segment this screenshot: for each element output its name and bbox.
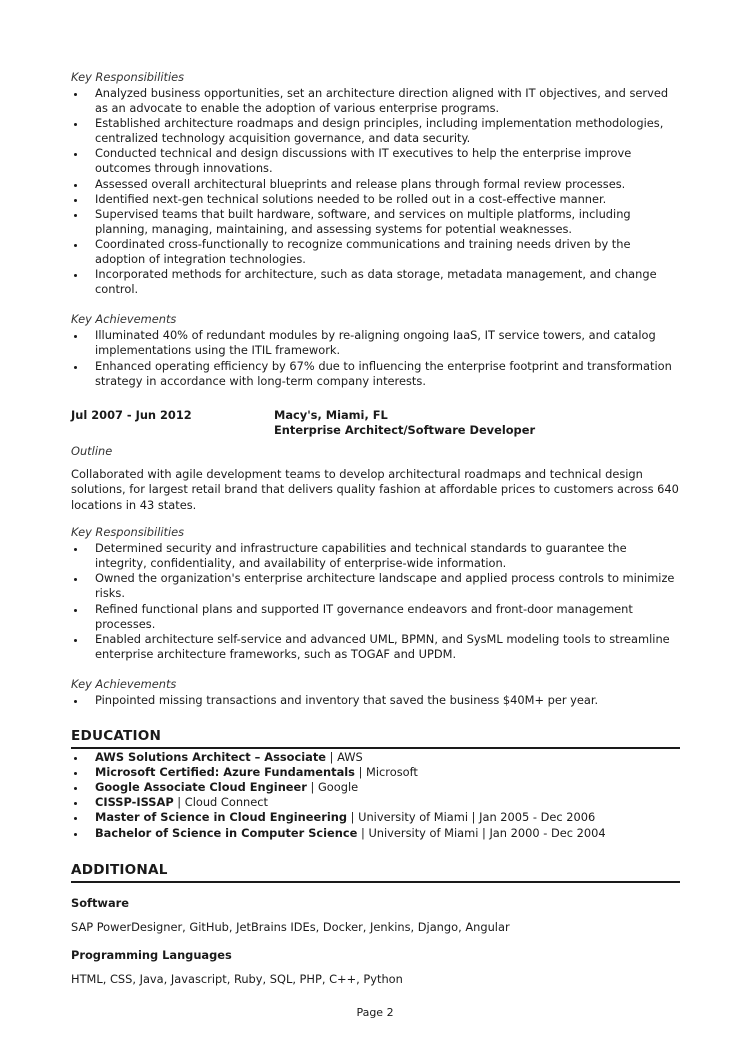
achievements-list	[71, 693, 680, 708]
bullet-icon	[74, 214, 77, 217]
education-detail: | Google	[306, 780, 359, 795]
list-item: Analyzed business opportunities, set an architecture direction aligned with IT objectives, and served as an advocate to enable the adoption of various enterprise programs.	[71, 86, 680, 116]
list-item: Illuminated 40% of redundant modules by re-aligning ongoing IaaS, IT service towers, and catalog implementations using the ITIL framework.	[71, 328, 680, 358]
bullet-icon	[74, 274, 77, 277]
bullet-icon	[74, 199, 77, 202]
bullet-icon	[74, 700, 77, 703]
education-detail: | Cloud Connect	[173, 795, 269, 810]
list-item	[71, 810, 680, 825]
list-item	[71, 765, 680, 780]
bullet-icon	[74, 153, 77, 156]
education-name: Google Associate Cloud Engineer	[95, 780, 307, 795]
education-name: CISSP-ISSAP	[95, 795, 174, 810]
bullet-icon	[74, 757, 77, 760]
list-item: Conducted technical and design discussions with IT executives to help the enterprise improve outcomes through innovations.	[71, 146, 680, 176]
achievements-label: Key Achievements	[71, 312, 177, 327]
achievements-label: Key Achievements	[71, 676, 177, 691]
bullet-icon	[74, 817, 77, 820]
additional-heading: ADDITIONAL	[71, 862, 680, 883]
list-item	[71, 826, 680, 841]
job-title: Enterprise Architect/Software Developer	[274, 423, 536, 438]
education-detail: | Microsoft	[354, 765, 418, 780]
bullet-icon	[74, 184, 77, 187]
responsibilities-list	[71, 86, 680, 297]
education-name: Microsoft Certified: Azure Fundamentals	[95, 765, 355, 780]
bullet-icon	[74, 366, 77, 369]
job-info	[274, 408, 535, 439]
education-list	[71, 750, 680, 841]
education-name: Master of Science in Cloud Engineering	[95, 810, 348, 825]
bullet-icon	[74, 609, 77, 612]
list-item: Pinpointed missing transactions and inventory that saved the business $40M+ per year.	[71, 693, 680, 708]
list-item	[71, 780, 680, 795]
education-detail: | AWS	[326, 750, 363, 765]
education-detail: | University of Miami | Jan 2000 - Dec 2004	[357, 825, 606, 840]
responsibilities-list	[71, 541, 680, 662]
resume-page-2	[71, 70, 680, 987]
languages-text: HTML, CSS, Java, Javascript, Ruby, SQL, PHP, C++, Python	[71, 971, 403, 986]
bullet-icon	[74, 833, 77, 836]
software-label: Software	[71, 895, 129, 910]
responsibilities-label: Key Responsibilities	[71, 525, 185, 540]
bullet-icon	[74, 787, 77, 790]
education-detail: | University of Miami | Jan 2005 - Dec 2006	[347, 810, 596, 825]
list-item: Enabled architecture self-service and advanced UML, BPMN, and SysML modeling tools to streamline enterprise architecture frameworks, such as TOGAF and UPDM.	[71, 632, 680, 662]
job-company: Macy's, Miami, FL	[274, 407, 388, 422]
list-item: Established architecture roadmaps and design principles, including implementation methodologies, centralized technology acquisition governance, and data security.	[71, 116, 680, 146]
list-item: Assessed overall architectural blueprints and release plans through formal review processes.	[71, 177, 680, 192]
list-item: Refined functional plans and supported IT governance endeavors and front-door management processes.	[71, 602, 680, 632]
list-item: Enhanced operating efficiency by 67% due to influencing the enterprise footprint and transformation strategy in accordance with long-term company interests.	[71, 359, 680, 389]
list-item: Identified next-gen technical solutions needed to be rolled out in a cost-effective manner.	[71, 192, 680, 207]
job-dates: Jul 2007 - Jun 2012	[71, 407, 192, 422]
education-heading: EDUCATION	[71, 728, 680, 749]
education-name: AWS Solutions Architect – Associate	[95, 750, 327, 765]
page-number: Page 2	[356, 1006, 394, 1019]
bullet-icon	[74, 335, 77, 338]
list-item	[71, 750, 680, 765]
list-item: Determined security and infrastructure capabilities and technical standards to guarantee the integrity, confidentiality, and availability of enterprise-wide information.	[71, 541, 680, 571]
outline-text: Collaborated with agile development teams to develop architectural roadmaps and technical design solutions, for largest retail brand that delivers quality fashion at affordable prices to customers across 640 locations in 43 states.	[71, 466, 679, 512]
bullet-icon	[74, 578, 77, 581]
list-item: Owned the organization's enterprise architecture landscape and applied process controls to minimize risks.	[71, 571, 680, 601]
bullet-icon	[74, 548, 77, 551]
bullet-icon	[74, 123, 77, 126]
list-item	[71, 795, 680, 810]
list-item: Supervised teams that built hardware, software, and services on multiple platforms, including planning, managing, maintaining, and assessing systems for potential weaknesses.	[71, 207, 680, 237]
software-text: SAP PowerDesigner, GitHub, JetBrains IDEs, Docker, Jenkins, Django, Angular	[71, 919, 510, 934]
list-item: Incorporated methods for architecture, such as data storage, metadata management, and change control.	[71, 267, 680, 297]
bullet-icon	[74, 802, 77, 805]
bullet-icon	[74, 93, 77, 96]
job-header	[71, 408, 680, 439]
bullet-icon	[74, 772, 77, 775]
bullet-icon	[74, 244, 77, 247]
education-name: Bachelor of Science in Computer Science	[95, 825, 358, 840]
outline-label: Outline	[71, 443, 113, 458]
languages-label: Programming Languages	[71, 947, 232, 962]
list-item: Coordinated cross-functionally to recognize communications and training needs driven by the adoption of integration technologies.	[71, 237, 680, 267]
responsibilities-label: Key Responsibilities	[71, 70, 185, 84]
bullet-icon	[74, 639, 77, 642]
achievements-list	[71, 328, 680, 388]
